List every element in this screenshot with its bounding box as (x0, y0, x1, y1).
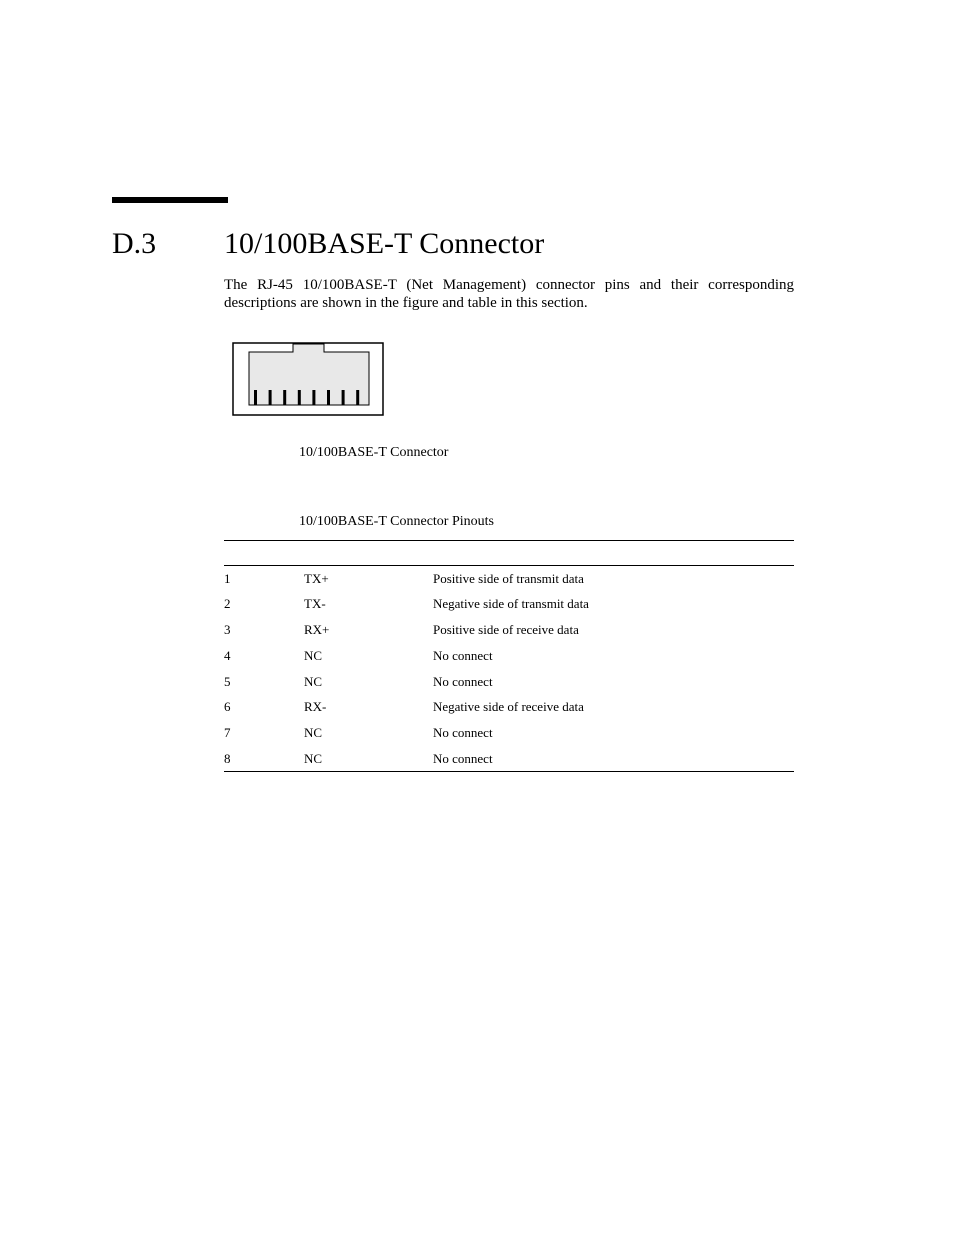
table-row (224, 669, 794, 695)
table-row (224, 617, 794, 643)
table-row (224, 746, 794, 772)
figure-caption: 10/100BASE-T Connector (299, 445, 449, 460)
signal-description: No connect (433, 647, 493, 663)
signal-name: NC (304, 725, 323, 741)
table-caption: 10/100BASE-T Connector Pinouts (299, 514, 494, 529)
signal-name: NC (304, 673, 323, 689)
pin-number: 6 (224, 699, 231, 715)
pin-number: 1 (224, 570, 231, 586)
section-number: D.3 (112, 227, 157, 260)
connector-pin (269, 390, 272, 405)
signal-description: No connect (433, 746, 794, 772)
table-row (224, 694, 794, 720)
pin-number: 4 (224, 647, 231, 663)
pin-number: 5 (224, 673, 231, 689)
signal-name: RX- (304, 699, 327, 715)
table-header-row (224, 541, 794, 566)
signal-name: TX- (304, 596, 326, 612)
connector-pin (298, 390, 301, 405)
connector-pin (356, 390, 359, 405)
connector-cavity (249, 344, 369, 405)
signal-description: Positive side of transmit data (433, 570, 584, 586)
pin-number: 3 (224, 621, 231, 637)
table-row (224, 720, 794, 746)
signal-name: RX+ (304, 621, 330, 637)
connector-pin (312, 390, 315, 405)
signal-description: No connect (433, 673, 493, 689)
signal-description: Positive side of receive data (433, 621, 579, 637)
rj45-connector-figure (232, 342, 384, 416)
signal-name: TX+ (304, 570, 329, 586)
pin-number: 8 (224, 746, 304, 772)
signal-name: NC (304, 746, 433, 772)
table-row (224, 566, 794, 592)
connector-pin (327, 390, 330, 405)
table-row (224, 591, 794, 617)
connector-pin (283, 390, 286, 405)
signal-name: NC (304, 647, 323, 663)
pin-number: 7 (224, 725, 231, 741)
signal-description: No connect (433, 725, 493, 741)
signal-description: Negative side of transmit data (433, 596, 589, 612)
table-row (224, 643, 794, 669)
connector-pin (254, 390, 257, 405)
section-rule (112, 197, 228, 203)
pin-number: 2 (224, 596, 231, 612)
pinout-table (224, 540, 794, 772)
signal-description: Negative side of receive data (433, 699, 584, 715)
intro-paragraph: The RJ-45 10/100BASE-T (Net Management) connector pins and their corresponding descriptions are shown in the figure and table in this section. (224, 277, 794, 311)
connector-pin (342, 390, 345, 405)
section-title: 10/100BASE-T Connector (224, 227, 545, 260)
